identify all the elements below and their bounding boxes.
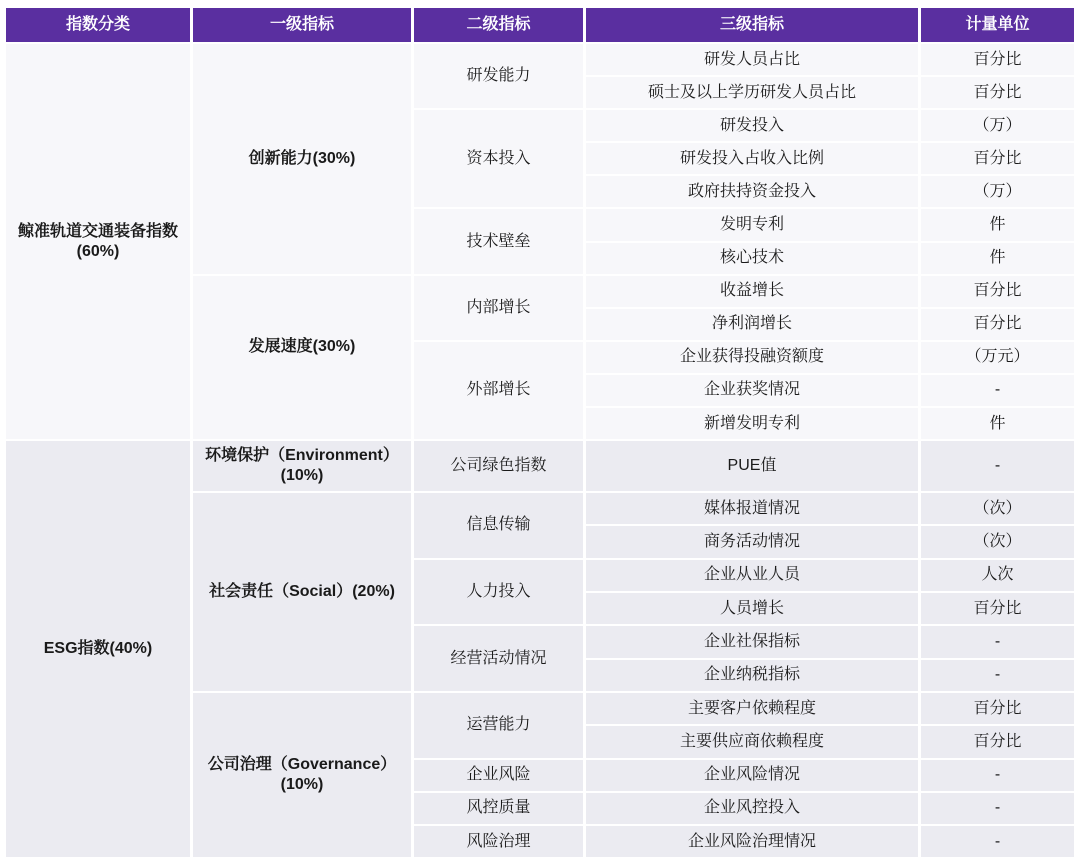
unit-cell: 百分比 bbox=[921, 726, 1074, 757]
unit-cell: - bbox=[921, 375, 1074, 406]
unit-cell: - bbox=[921, 626, 1074, 657]
level1-cell bbox=[193, 693, 411, 857]
unit-cell: 件 bbox=[921, 243, 1074, 274]
level3-cell: 媒体报道情况 bbox=[586, 493, 918, 524]
unit-cell: 百分比 bbox=[921, 276, 1074, 307]
unit-cell: 百分比 bbox=[921, 44, 1074, 75]
unit-cell: 百分比 bbox=[921, 143, 1074, 174]
level2-cell: 研发能力 bbox=[414, 44, 583, 108]
category-text bbox=[44, 639, 152, 659]
level3-cell: 收益增长 bbox=[586, 276, 918, 307]
level3-cell: 企业风险情况 bbox=[586, 760, 918, 791]
level2-cell: 公司绿色指数 bbox=[414, 441, 583, 491]
category-cell bbox=[6, 44, 190, 439]
level3-cell: 新增发明专利 bbox=[586, 408, 918, 439]
level2-cell: 运营能力 bbox=[414, 693, 583, 758]
level2-cell: 信息传输 bbox=[414, 493, 583, 558]
unit-cell: （次） bbox=[921, 526, 1074, 557]
level1-label: 环境保护（Environment） bbox=[205, 447, 399, 465]
level3-cell: 研发投入 bbox=[586, 110, 918, 141]
unit-cell: 百分比 bbox=[921, 309, 1074, 340]
unit-cell: - bbox=[921, 793, 1074, 824]
level1-weight: (30%) bbox=[312, 149, 356, 167]
unit-cell: - bbox=[921, 660, 1074, 691]
unit-cell: （万元） bbox=[921, 342, 1074, 373]
category-cell bbox=[6, 441, 190, 857]
level1-text bbox=[205, 446, 399, 486]
category-label: ESG指数 bbox=[43, 640, 110, 658]
level3-cell: 政府扶持资金投入 bbox=[586, 176, 918, 207]
unit-cell: - bbox=[921, 826, 1074, 857]
level3-cell: 企业获奖情况 bbox=[586, 375, 918, 406]
level3-cell: 企业社保指标 bbox=[586, 626, 918, 657]
level3-cell: 研发人员占比 bbox=[586, 44, 918, 75]
level3-cell: 人员增长 bbox=[586, 593, 918, 624]
level2-cell: 企业风险 bbox=[414, 760, 583, 791]
level2-cell: 技术壁垒 bbox=[414, 209, 583, 273]
level3-cell: 核心技术 bbox=[586, 243, 918, 274]
header-level3: 三级指标 bbox=[586, 8, 918, 42]
header-index-category: 指数分类 bbox=[6, 8, 190, 42]
level2-cell: 外部增长 bbox=[414, 342, 583, 439]
level1-text bbox=[249, 337, 356, 357]
level2-cell: 风控质量 bbox=[414, 793, 583, 824]
level2-cell: 内部增长 bbox=[414, 276, 583, 340]
level3-cell: 硕士及以上学历研发人员占比 bbox=[586, 77, 918, 108]
level3-cell: 净利润增长 bbox=[586, 309, 918, 340]
level1-label: 创新能力 bbox=[248, 149, 313, 167]
level3-cell: 研发投入占收入比例 bbox=[586, 143, 918, 174]
level3-cell: PUE值 bbox=[586, 441, 918, 491]
unit-cell: 百分比 bbox=[921, 693, 1074, 724]
category-text bbox=[18, 222, 178, 262]
level3-cell: 企业风控投入 bbox=[586, 793, 918, 824]
level2-cell: 资本投入 bbox=[414, 110, 583, 207]
level1-label: 公司治理（Governance） bbox=[207, 756, 397, 774]
unit-cell: （万） bbox=[921, 110, 1074, 141]
level2-cell: 人力投入 bbox=[414, 560, 583, 625]
level3-cell: 企业获得投融资额度 bbox=[586, 342, 918, 373]
level3-cell: 商务活动情况 bbox=[586, 526, 918, 557]
unit-cell: - bbox=[921, 760, 1074, 791]
category-weight: (60%) bbox=[76, 242, 120, 260]
level1-weight: (20%) bbox=[352, 583, 395, 601]
level1-text bbox=[249, 149, 356, 169]
unit-cell: 件 bbox=[921, 209, 1074, 240]
level2-cell: 经营活动情况 bbox=[414, 626, 583, 691]
level3-cell: 企业纳税指标 bbox=[586, 660, 918, 691]
level2-cell: 风险治理 bbox=[414, 826, 583, 857]
level3-cell: 主要供应商依赖程度 bbox=[586, 726, 918, 757]
category-weight: (40%) bbox=[109, 640, 153, 658]
unit-cell: 人次 bbox=[921, 560, 1074, 591]
header-level2: 二级指标 bbox=[414, 8, 583, 42]
level1-text bbox=[208, 755, 397, 795]
level1-weight: (10%) bbox=[280, 467, 324, 485]
unit-cell: 百分比 bbox=[921, 593, 1074, 624]
level3-cell: 主要客户依赖程度 bbox=[586, 693, 918, 724]
unit-cell: （次） bbox=[921, 493, 1074, 524]
level3-cell: 企业从业人员 bbox=[586, 560, 918, 591]
level1-cell bbox=[193, 441, 411, 491]
unit-cell: 百分比 bbox=[921, 77, 1074, 108]
level3-cell: 发明专利 bbox=[586, 209, 918, 240]
header-level1: 一级指标 bbox=[193, 8, 411, 42]
level1-cell bbox=[193, 44, 411, 274]
unit-cell: 件 bbox=[921, 408, 1074, 439]
level1-text bbox=[209, 582, 395, 602]
level1-weight: (10%) bbox=[280, 776, 324, 794]
header-unit: 计量单位 bbox=[921, 8, 1074, 42]
category-label: 鲸准轨道交通装备指数 bbox=[17, 222, 178, 240]
unit-cell: - bbox=[921, 441, 1074, 491]
level1-weight: (30%) bbox=[312, 338, 356, 356]
level1-label: 发展速度 bbox=[248, 338, 313, 356]
unit-cell: （万） bbox=[921, 176, 1074, 207]
level1-cell bbox=[193, 276, 411, 439]
indicator-table bbox=[6, 8, 1074, 857]
level1-label: 社会责任（Social） bbox=[209, 583, 353, 601]
level1-cell bbox=[193, 493, 411, 691]
level3-cell: 企业风险治理情况 bbox=[586, 826, 918, 857]
